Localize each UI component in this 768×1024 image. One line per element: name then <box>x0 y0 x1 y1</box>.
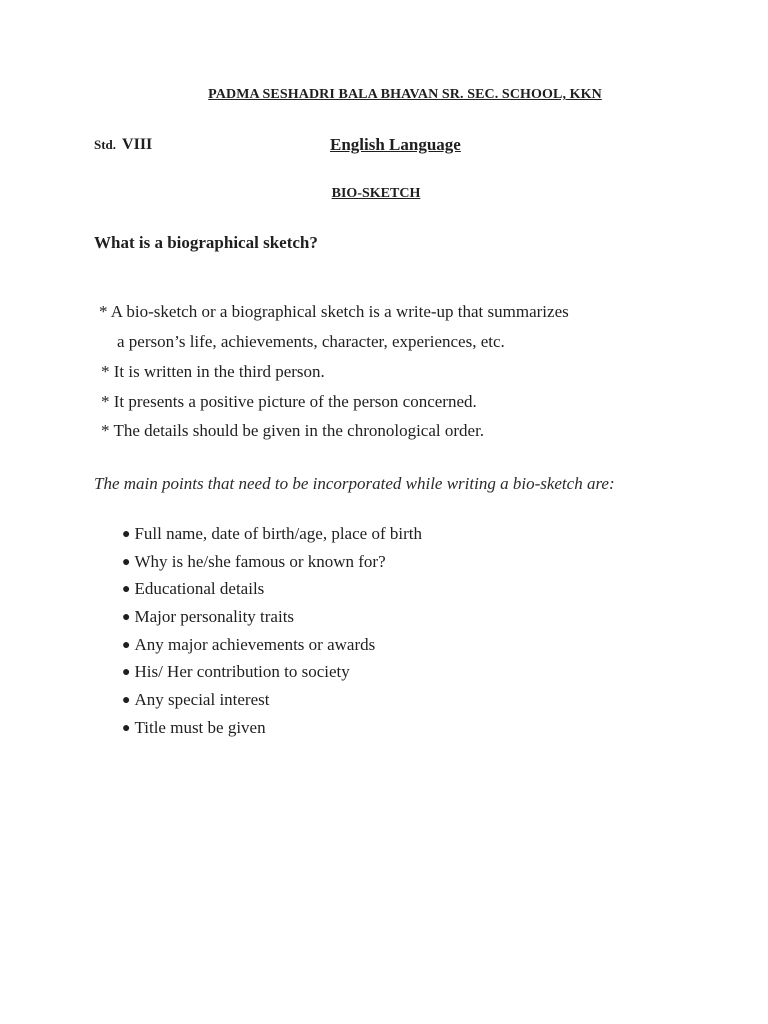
subject-heading: English Language <box>330 135 461 154</box>
school-name: PADMA SESHADRI BALA BHAVAN SR. SEC. SCHOOL, KKN <box>208 87 602 102</box>
std-prefix: Std. <box>94 137 117 152</box>
definition-line: a person’s life, achievements, character, experiences, etc. <box>117 332 505 351</box>
bullet-icon: ● <box>122 665 131 681</box>
list-item-text: Full name, date of birth/age, place of birth <box>134 524 422 543</box>
list-item-text: Why is he/she famous or known for? <box>134 551 386 571</box>
bullet-icon: ● <box>122 582 131 598</box>
bullet-icon: ● <box>122 693 131 709</box>
definition-line: * It presents a positive picture of the person concerned. <box>101 392 477 411</box>
list-item-text: Major personality traits <box>134 607 295 627</box>
list-item <box>122 523 422 551</box>
main-points-intro: The main points that need to be incorporated while writing a bio-sketch are: <box>94 474 615 493</box>
standard-label <box>94 136 152 154</box>
list-item-text: His/ Her contribution to society <box>134 662 350 682</box>
bullet-icon: ● <box>122 554 131 570</box>
list-item-text: Any special interest <box>134 690 270 710</box>
list-item <box>122 689 422 717</box>
main-points-list <box>122 523 422 745</box>
bullet-icon: ● <box>122 720 131 736</box>
list-item <box>122 717 422 745</box>
list-item <box>122 661 422 689</box>
definition-line: * A bio-sketch or a biographical sketch is a write-up that summarizes <box>99 302 569 321</box>
list-item <box>122 551 422 579</box>
std-value: VIII <box>122 136 153 153</box>
bullet-icon: ● <box>122 637 131 653</box>
list-item <box>122 634 422 662</box>
definition-line: * It is written in the third person. <box>101 362 325 381</box>
bullet-icon: ● <box>122 527 131 542</box>
list-item-text: Title must be given <box>134 717 266 737</box>
list-item <box>122 578 422 606</box>
document-title: BIO-SKETCH <box>331 186 421 201</box>
definition-line: * The details should be given in the chronological order. <box>101 421 485 440</box>
question-heading: What is a biographical sketch? <box>94 233 318 252</box>
list-item-text: Any major achievements or awards <box>134 634 376 654</box>
bullet-icon: ● <box>122 610 131 626</box>
list-item-text: Educational details <box>134 579 265 599</box>
list-item <box>122 606 422 634</box>
